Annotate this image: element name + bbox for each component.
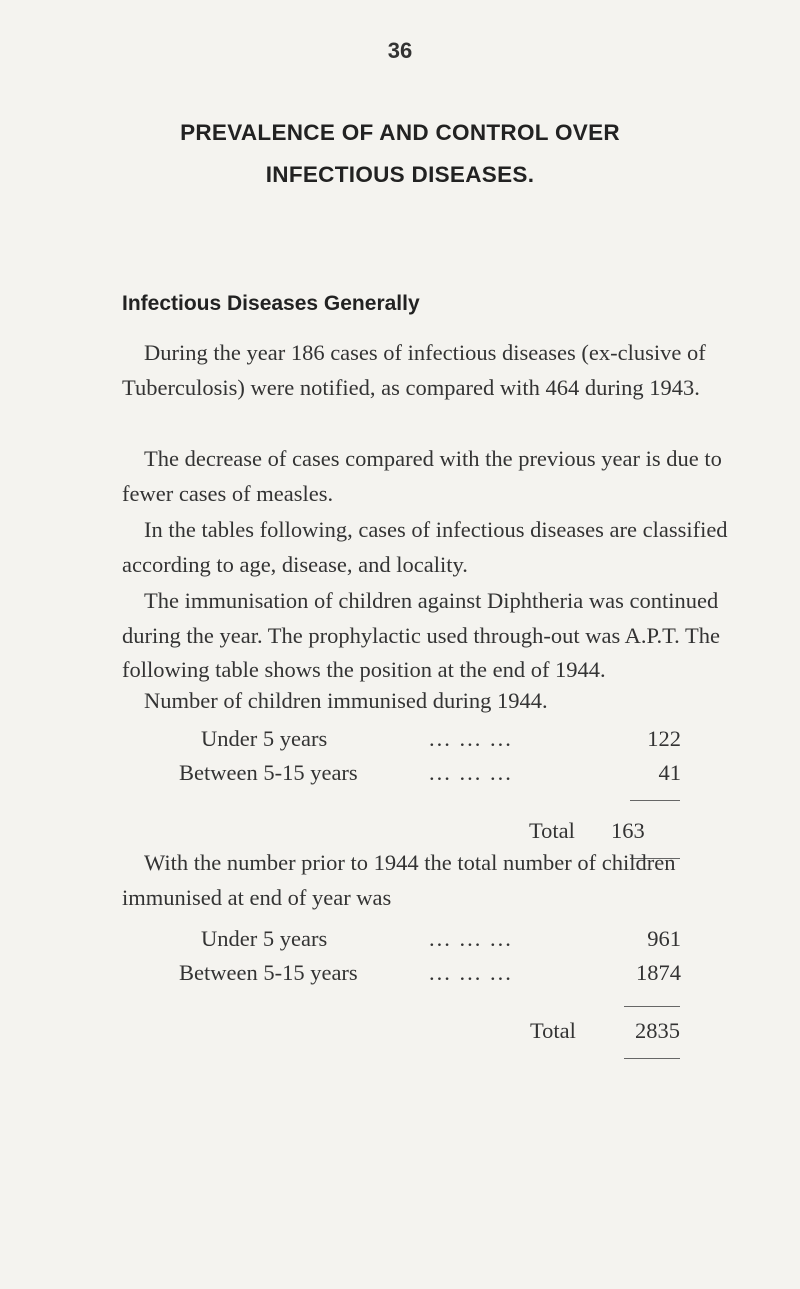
table2-row xyxy=(179,960,681,990)
leader-dots: ... ... ... xyxy=(429,960,513,985)
sum-rule xyxy=(624,1058,680,1059)
table1-row xyxy=(201,726,681,756)
table2-row-value: 1874 xyxy=(636,960,681,985)
paragraph-prior-total: With the number prior to 1944 the total number of children immunised at end of year was xyxy=(122,850,676,910)
table2-row-label: Under 5 years xyxy=(201,926,328,951)
table2-row xyxy=(201,926,681,956)
table1-row-label: Between 5-15 years xyxy=(179,760,358,785)
paragraph-notified-cases: During the year 186 cases of infectious diseases (ex-clusive of Tuberculosis) were notified, as compared with 464 during 1943. xyxy=(122,340,706,400)
leader-dots: ... ... ... xyxy=(429,726,513,751)
table1-total-value: 163 xyxy=(611,818,645,843)
table1-row xyxy=(179,760,681,790)
paragraph-immunisation: The immunisation of children against Diphtheria was continued during the year. The prophylactic used through-out was A.P.T. The following table shows the position at the end of 1944. xyxy=(122,588,721,682)
leader-dots: ... ... ... xyxy=(429,926,513,951)
title-line-1: PREVALENCE OF AND CONTROL OVER xyxy=(180,120,620,145)
sum-rule xyxy=(624,1006,680,1007)
title-line-2: INFECTIOUS DISEASES. xyxy=(265,162,535,187)
section-heading: Infectious Diseases Generally xyxy=(122,292,420,315)
table1-row-value: 122 xyxy=(647,726,681,751)
table2-total-value: 2835 xyxy=(635,1018,680,1043)
table1-row-value: 41 xyxy=(658,760,681,785)
page-number: 36 xyxy=(387,38,413,63)
page-title xyxy=(0,112,800,196)
table1-caption: Number of children immunised during 1944. xyxy=(144,688,548,713)
table1-row-label: Under 5 years xyxy=(201,726,328,751)
leader-dots: ... ... ... xyxy=(429,760,513,785)
table1-total-label: Total xyxy=(529,818,575,843)
paragraph-decrease: The decrease of cases compared with the previous year is due to fewer cases of measles. xyxy=(122,446,722,506)
sum-rule xyxy=(630,800,680,801)
table2-total-label: Total xyxy=(530,1018,576,1043)
table2-row-value: 961 xyxy=(647,926,681,951)
paragraph-tables: In the tables following, cases of infectious diseases are classified according to age, disease, and locality. xyxy=(122,517,728,577)
table2-row-label: Between 5-15 years xyxy=(179,960,358,985)
